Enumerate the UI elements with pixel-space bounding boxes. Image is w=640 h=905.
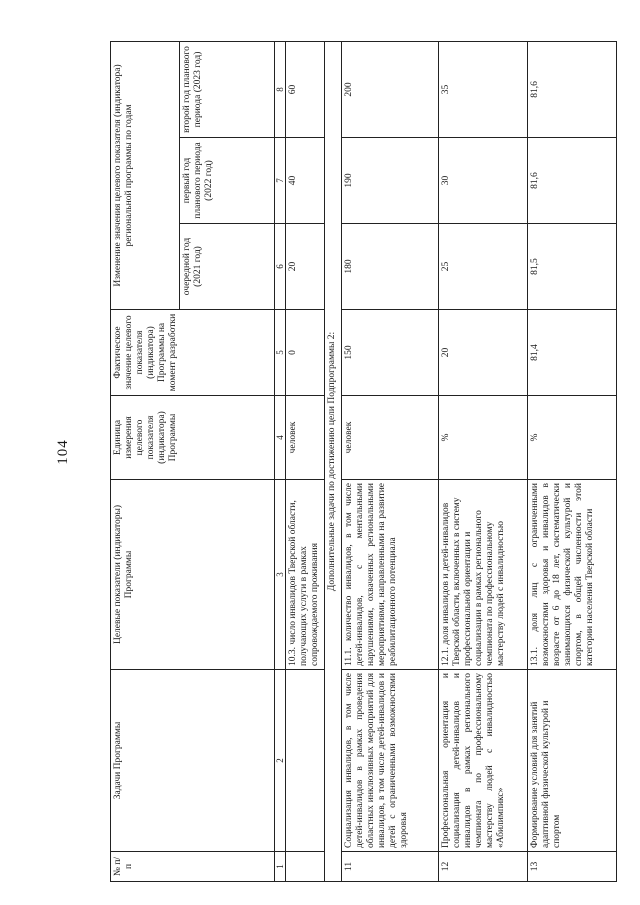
header-unit: Единица измерения целевого показателя (индикатора) Программы bbox=[111, 396, 275, 480]
header-year-2022: первый год планового периода (2022 год) bbox=[180, 138, 275, 224]
table-row bbox=[286, 41, 325, 881]
header-num: № п/п bbox=[111, 852, 275, 882]
row-num bbox=[286, 852, 325, 882]
page-number: 104 bbox=[55, 439, 71, 465]
row-value-2021: 25 bbox=[439, 224, 528, 310]
row-value-2023: 60 bbox=[286, 41, 325, 137]
row-num: 13 bbox=[528, 852, 617, 882]
column-number: 4 bbox=[275, 396, 286, 480]
row-unit: человек bbox=[342, 396, 439, 480]
row-actual: 81,4 bbox=[528, 310, 617, 396]
header-year-2023: второй год планового периода (2023 год) bbox=[180, 41, 275, 137]
section-title: Дополнительные задачи по достижению цели Подпрограммы 2: bbox=[325, 41, 342, 881]
row-actual: 0 bbox=[286, 310, 325, 396]
row-task: Социализация инвалидов, в том числе детей-инвалидов в рамках проведения областных инклюзивных мероприятий для инвалидов, в том числе детей-инвалидов и детей с ограниченными возможностями здоровья bbox=[342, 670, 439, 852]
row-value-2021: 81,5 bbox=[528, 224, 617, 310]
header-row-top bbox=[111, 41, 180, 881]
row-indicator: 13.1. доля лиц с ограниченными возможностями здоровья и инвалидов в возрасте от 6 до 18 лет, систематически занимающихся физической культурой и спортом, в общей численности этой категории населения Тверской области bbox=[528, 480, 617, 670]
row-value-2022: 40 bbox=[286, 138, 325, 224]
indicators-table bbox=[110, 41, 617, 882]
row-task bbox=[286, 670, 325, 852]
section-row bbox=[325, 41, 342, 881]
row-unit: % bbox=[528, 396, 617, 480]
table-row bbox=[342, 41, 439, 881]
column-number: 2 bbox=[275, 670, 286, 852]
row-value-2023: 35 bbox=[439, 41, 528, 137]
row-actual: 20 bbox=[439, 310, 528, 396]
table-row bbox=[528, 41, 617, 881]
column-number: 5 bbox=[275, 310, 286, 396]
header-year-2021: очередной год (2021 год) bbox=[180, 224, 275, 310]
row-indicator: 11.1. количество инвалидов, в том числе детей-инвалидов, с ментальными нарушениями, охваченных региональными мероприятиями, направленными на развитие реабилитационного потенциала bbox=[342, 480, 439, 670]
header-change-group: Изменение значения целевого показателя (индикатора) региональной программы по годам bbox=[111, 41, 180, 309]
row-value-2021: 20 bbox=[286, 224, 325, 310]
row-value-2022: 190 bbox=[342, 138, 439, 224]
row-task: Формирование условий для занятий адаптивной физической культурой и спортом bbox=[528, 670, 617, 852]
row-value-2023: 200 bbox=[342, 41, 439, 137]
column-number: 8 bbox=[275, 41, 286, 137]
table-row bbox=[439, 41, 528, 881]
row-value-2022: 81,6 bbox=[528, 138, 617, 224]
row-num: 12 bbox=[439, 852, 528, 882]
row-indicator: 12.1. доля инвалидов и детей-инвалидов Тверской области, включенных в систему профессиональной ориентации и социализации в рамках регионального чемпионата по профессиональному мастерству людей с инвалидностью bbox=[439, 480, 528, 670]
row-indicator: 10.3. число инвалидов Тверской области, получающих услуги в рамках сопровождаемого проживания bbox=[286, 480, 325, 670]
row-task: Профессиональная ориентация и социализация детей-инвалидов и инвалидов в рамках регионального чемпионата по профессиональному мастерству людей с инвалидностью «Абилимпикс» bbox=[439, 670, 528, 852]
row-value-2022: 30 bbox=[439, 138, 528, 224]
header-tasks: Задачи Программы bbox=[111, 670, 275, 852]
row-unit: человек bbox=[286, 396, 325, 480]
rotated-table-container bbox=[110, 42, 595, 882]
header-actual: Фактическое значение целевого показателя (индикатора) Программы на момент разработки bbox=[111, 310, 275, 396]
row-unit: % bbox=[439, 396, 528, 480]
row-value-2021: 180 bbox=[342, 224, 439, 310]
column-number-row bbox=[275, 41, 286, 881]
column-number: 7 bbox=[275, 138, 286, 224]
column-number: 3 bbox=[275, 480, 286, 670]
column-number: 6 bbox=[275, 224, 286, 310]
row-actual: 150 bbox=[342, 310, 439, 396]
row-value-2023: 81,6 bbox=[528, 41, 617, 137]
column-number: 1 bbox=[275, 852, 286, 882]
header-indicators: Целевые показатели (индикаторы) Программы bbox=[111, 480, 275, 670]
row-num: 11 bbox=[342, 852, 439, 882]
